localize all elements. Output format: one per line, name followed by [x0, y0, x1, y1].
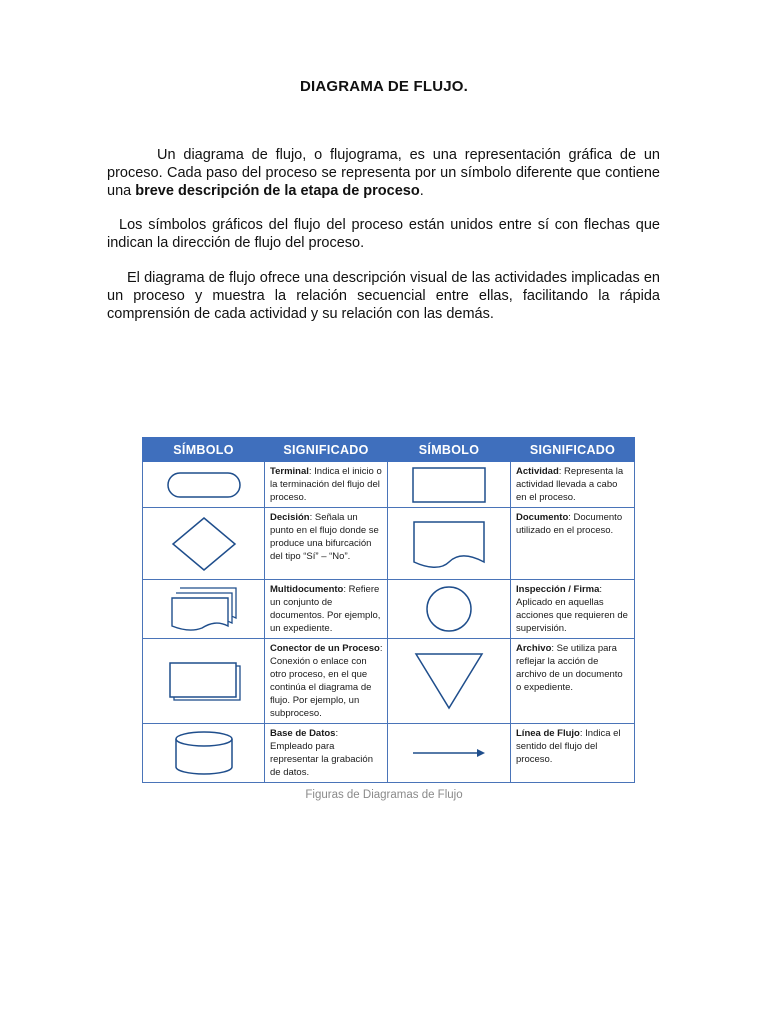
flow-line-arrow-icon [409, 746, 489, 760]
decision-text: : Señala un punto en el flujo donde se produce una bifurcación del tipo “Sí” – “No”. [270, 512, 379, 562]
table-header-row [143, 438, 635, 462]
archive-symbol-cell [388, 639, 511, 724]
activity-symbol-icon [409, 465, 489, 505]
flow-line-name: Línea de Flujo [516, 728, 580, 739]
document-text: : Documento utilizado en el proceso. [516, 512, 623, 536]
table-row [143, 462, 635, 508]
figure-caption: Figuras de Diagramas de Flujo [305, 789, 463, 801]
process-connector-symbol-cell [143, 639, 265, 724]
terminal-text: : Indica el inicio o la terminación del flujo del proceso. [270, 466, 382, 503]
paragraph-definition-text: Un diagrama de flujo, o flujograma, es una representación gráfica de un proceso. Cada paso del proceso se representa por un símbolo diferente que contiene una [107, 147, 660, 199]
archive-symbol-icon [411, 650, 487, 712]
process-connector-name: Conector de un Proceso [270, 643, 380, 654]
header-symbol-left: SÍMBOLO [143, 438, 265, 462]
decision-symbol-cell [143, 508, 265, 580]
terminal-symbol-icon [164, 470, 244, 500]
activity-symbol-cell [388, 462, 511, 508]
activity-text: : Representa la actividad llevada a cabo en el proceso. [516, 466, 624, 503]
process-connector-text: : Conexión o enlace con otro proceso, en el que continúa el diagrama de flujo. Por ejemplo, un subproceso. [270, 643, 383, 719]
terminal-description [265, 462, 388, 508]
terminal-symbol-cell [143, 462, 265, 508]
inspection-symbol-icon [423, 583, 475, 635]
multidocument-description [265, 580, 388, 639]
document-symbol-cell [388, 508, 511, 580]
header-symbol-right: SÍMBOLO [388, 438, 511, 462]
table-row [143, 508, 635, 580]
terminal-name: Terminal [270, 466, 309, 477]
header-meaning-left: SIGNIFICADO [265, 438, 388, 462]
header-meaning-right: SIGNIFICADO [511, 438, 635, 462]
paragraph-definition-end: . [419, 183, 424, 199]
database-description [265, 724, 388, 783]
flowchart-symbols-table [142, 437, 635, 783]
archive-description [511, 639, 635, 724]
multidocument-text: : Refiere un conjunto de documentos. Por ejemplo, un expediente. [270, 584, 381, 634]
document-symbol-icon [409, 518, 489, 570]
document-description [511, 508, 635, 580]
archive-text: : Se utiliza para reflejar la acción de archivo de un documento o expediente. [516, 643, 623, 693]
database-text: : Empleado para representar la grabación de datos. [270, 728, 373, 778]
table-row [143, 580, 635, 639]
process-connector-symbol-icon [164, 659, 244, 703]
process-connector-description [265, 639, 388, 724]
paragraph-definition-bold: breve descripción de la etapa de proceso [135, 183, 420, 199]
table-row [143, 639, 635, 724]
flow-line-symbol-cell [388, 724, 511, 783]
activity-description [511, 462, 635, 508]
decision-name: Decisión [270, 512, 310, 523]
flow-line-description [511, 724, 635, 783]
paragraph-symbols: Los símbolos gráficos del flujo del proceso están unidos entre sí con flechas que indican la dirección de flujo del proceso. [107, 217, 660, 251]
database-symbol-cell [143, 724, 265, 783]
database-symbol-icon [172, 729, 236, 777]
inspection-name: Inspección / Firma [516, 584, 600, 595]
decision-symbol-icon [169, 515, 239, 573]
multidocument-name: Multidocumento [270, 584, 344, 595]
page-title: DIAGRAMA DE FLUJO. [299, 78, 469, 95]
table-row [143, 724, 635, 783]
inspection-text: : Aplicado en aquellas acciones que requieren de supervisión. [516, 584, 628, 634]
multidocument-symbol-icon [168, 585, 240, 633]
inspection-symbol-cell [388, 580, 511, 639]
paragraph-visual-description: El diagrama de flujo ofrece una descripción visual de las actividades implicadas en un proceso y muestra la relación secuencial entre ellas, facilitando la rápida comprensión de cada actividad y su relación con las demás. [107, 270, 660, 322]
flow-line-text: : Indica el sentido del flujo del proceso. [516, 728, 621, 765]
document-name: Documento [516, 512, 569, 523]
activity-name: Actividad [516, 466, 559, 477]
decision-description [265, 508, 388, 580]
archive-name: Archivo [516, 643, 552, 654]
database-name: Base de Datos [270, 728, 336, 739]
flowchart-symbols-figure [142, 437, 634, 783]
paragraph-definition [107, 146, 660, 200]
multidocument-symbol-cell [143, 580, 265, 639]
inspection-description [511, 580, 635, 639]
